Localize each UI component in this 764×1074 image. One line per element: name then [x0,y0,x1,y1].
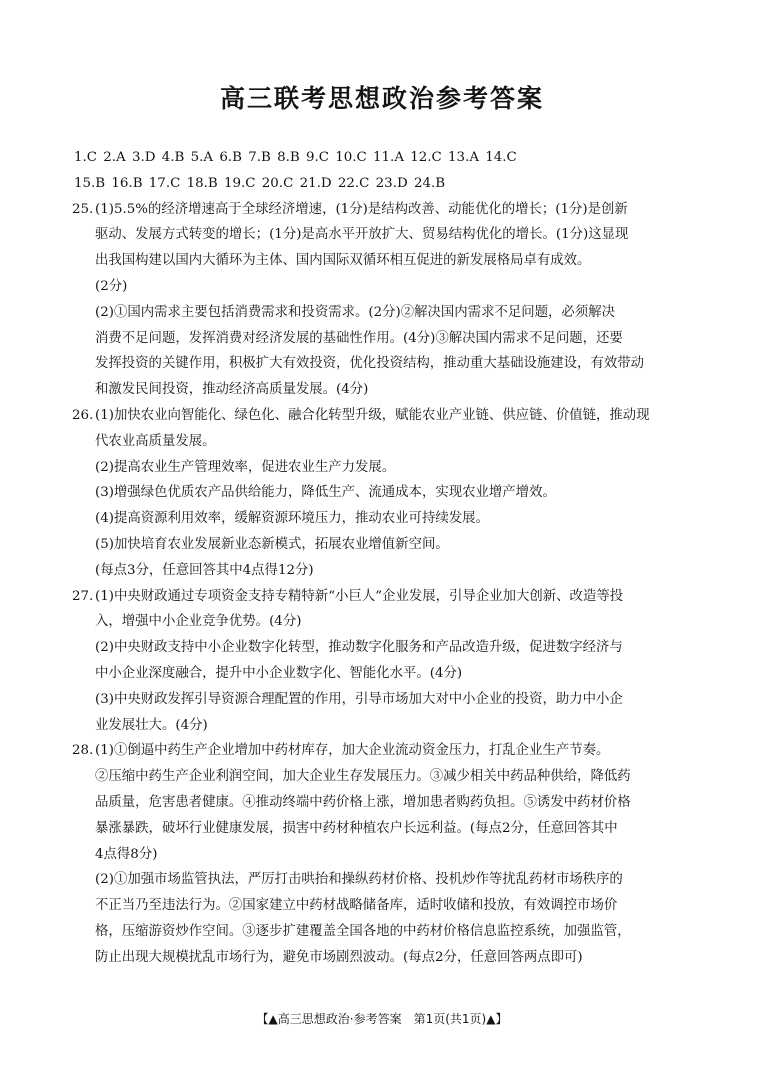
answer-text-line: (1)中央财政通过专项资金支持专精特新“小巨人”企业发展，引导企业加大创新、改造等投 [95,588,624,604]
question-block [74,403,694,584]
answer-text-line: 品质量，危害患者健康。④推动终端中药价格上涨，增加患者购药负担。⑤诱发中药材价格 [95,794,631,810]
answer-content [74,145,694,971]
answer-text-line: (每点3分，任意回答其中4点得12分) [95,562,314,578]
answer-text-line: (1)①倒逼中药生产企业增加中药材库存，加大企业流动资金压力，打乱企业生产节奏。 [95,743,610,759]
answer-text-line: ②压缩中药生产企业利润空间，加大企业生存发展压力。③减少相关中药品种供给，降低药 [95,769,631,785]
answer-text-line: 暴涨暴跌，破坏行业健康发展，损害中药材种植农户长远利益。(每点2分，任意回答其中 [95,820,618,836]
answer-text-line: 驱动、发展方式转变的增长；(1分)是高水平开放扩大、贸易结构优化的增长。(1分)这显现 [95,227,629,243]
page-title: 高三联考思想政治参考答案 [219,84,544,113]
answer-text-line: 入，增强中小企业竞争优势。(4分) [95,614,302,630]
answer-text-line: 格，压缩游资炒作空间。③逐步扩建覆盖全国各地的中药材价格信息监控系统，加强监管， [95,923,631,939]
answer-text-line: (4)提高资源利用效率，缓解资源环境压力，推动农业可持续发展。 [95,511,489,527]
answer-text-line: (5)加快培育农业发展新业态新模式，拓展农业增值新空间。 [95,536,449,552]
answer-text-line: 中小企业深度融合，提升中小企业数字化、智能化水平。(4分) [95,665,463,681]
answer-text-line: 消费不足问题，发挥消费对经济发展的基础性作用。(4分)③解决国内需求不足问题，还要 [95,330,623,346]
answer-text-line: 出我国构建以国内大循环为主体、国内国际双循环相互促进的新发展格局卓有成效。 [95,253,591,269]
answer-text-line: (2)①加强市场监管执法，严厉打击哄抬和操纵药材价格、投机炒作等扰乱药材市场秩序的 [95,872,623,888]
answer-text-line: (1)加快农业向智能化、绿色化、融合化转型升级，赋能农业产业链、供应链、价值链，推动现 [95,407,650,423]
answer-text-line: (3)增强绿色优质农产品供给能力，降低生产、流通成本，实现农业增产增效。 [95,485,556,501]
answer-text-line: 和激发民间投资，推动经济高质量发展。(4分) [95,382,369,398]
question-block [74,197,694,403]
question-list [74,197,694,971]
answer-text-line: 发挥投资的关键作用，积极扩大有效投资，优化投资结构，推动重大基础设施建设，有效带动 [95,356,645,372]
answer-text-line: (1)5.5%的经济增速高于全球经济增速，(1分)是结构改善、动能优化的增长；(1分)是创新 [95,201,628,217]
answer-text-line: 不正当乃至违法行为。②国家建立中药材战略储备库，适时收储和投放，有效调控市场价 [95,898,618,914]
question-number: 26. [72,407,94,423]
question-block [74,584,694,739]
choice-answers-row-1: 1.C 2.A 3.D 4.B 5.A 6.B 7.B 8.B 9.C 10.C 11.A 12.C 13.A 14.C [74,150,517,165]
question-number: 27. [72,588,94,604]
answer-text-line: (2)①国内需求主要包括消费需求和投资需求。(2分)②解决国内需求不足问题，必须解决 [95,304,615,320]
answer-text-line: 业发展壮大。(4分) [95,717,208,733]
answer-text-line: 防止出现大规模扰乱市场行为，避免市场剧烈波动。(每点2分，任意回答两点即可) [95,949,583,965]
question-number: 28. [72,743,94,759]
answer-text-line: 代农业高质量发展。 [95,433,216,449]
answer-text-line: (3)中央财政发挥引导资源合理配置的作用，引导市场加大对中小企业的投资，助力中小企 [95,691,623,707]
answer-text-line: (2)中央财政支持中小企业数字化转型，推动数字化服务和产品改造升级，促进数字经济与 [95,640,623,656]
choice-answers-row-2: 15.B 16.B 17.C 18.B 19.C 20.C 21.D 22.C 23.D 24.B [74,175,446,191]
question-block [74,738,694,970]
answer-text-line: (2)提高农业生产管理效率，促进农业生产力发展。 [95,459,396,475]
question-number: 25. [72,201,94,217]
answer-text-line: (2分) [95,278,128,294]
page-footer: 【▲高三思想政治·参考答案 第1页(共1页)▲】 [256,1012,508,1026]
answer-text-line: 4点得8分) [95,846,158,862]
